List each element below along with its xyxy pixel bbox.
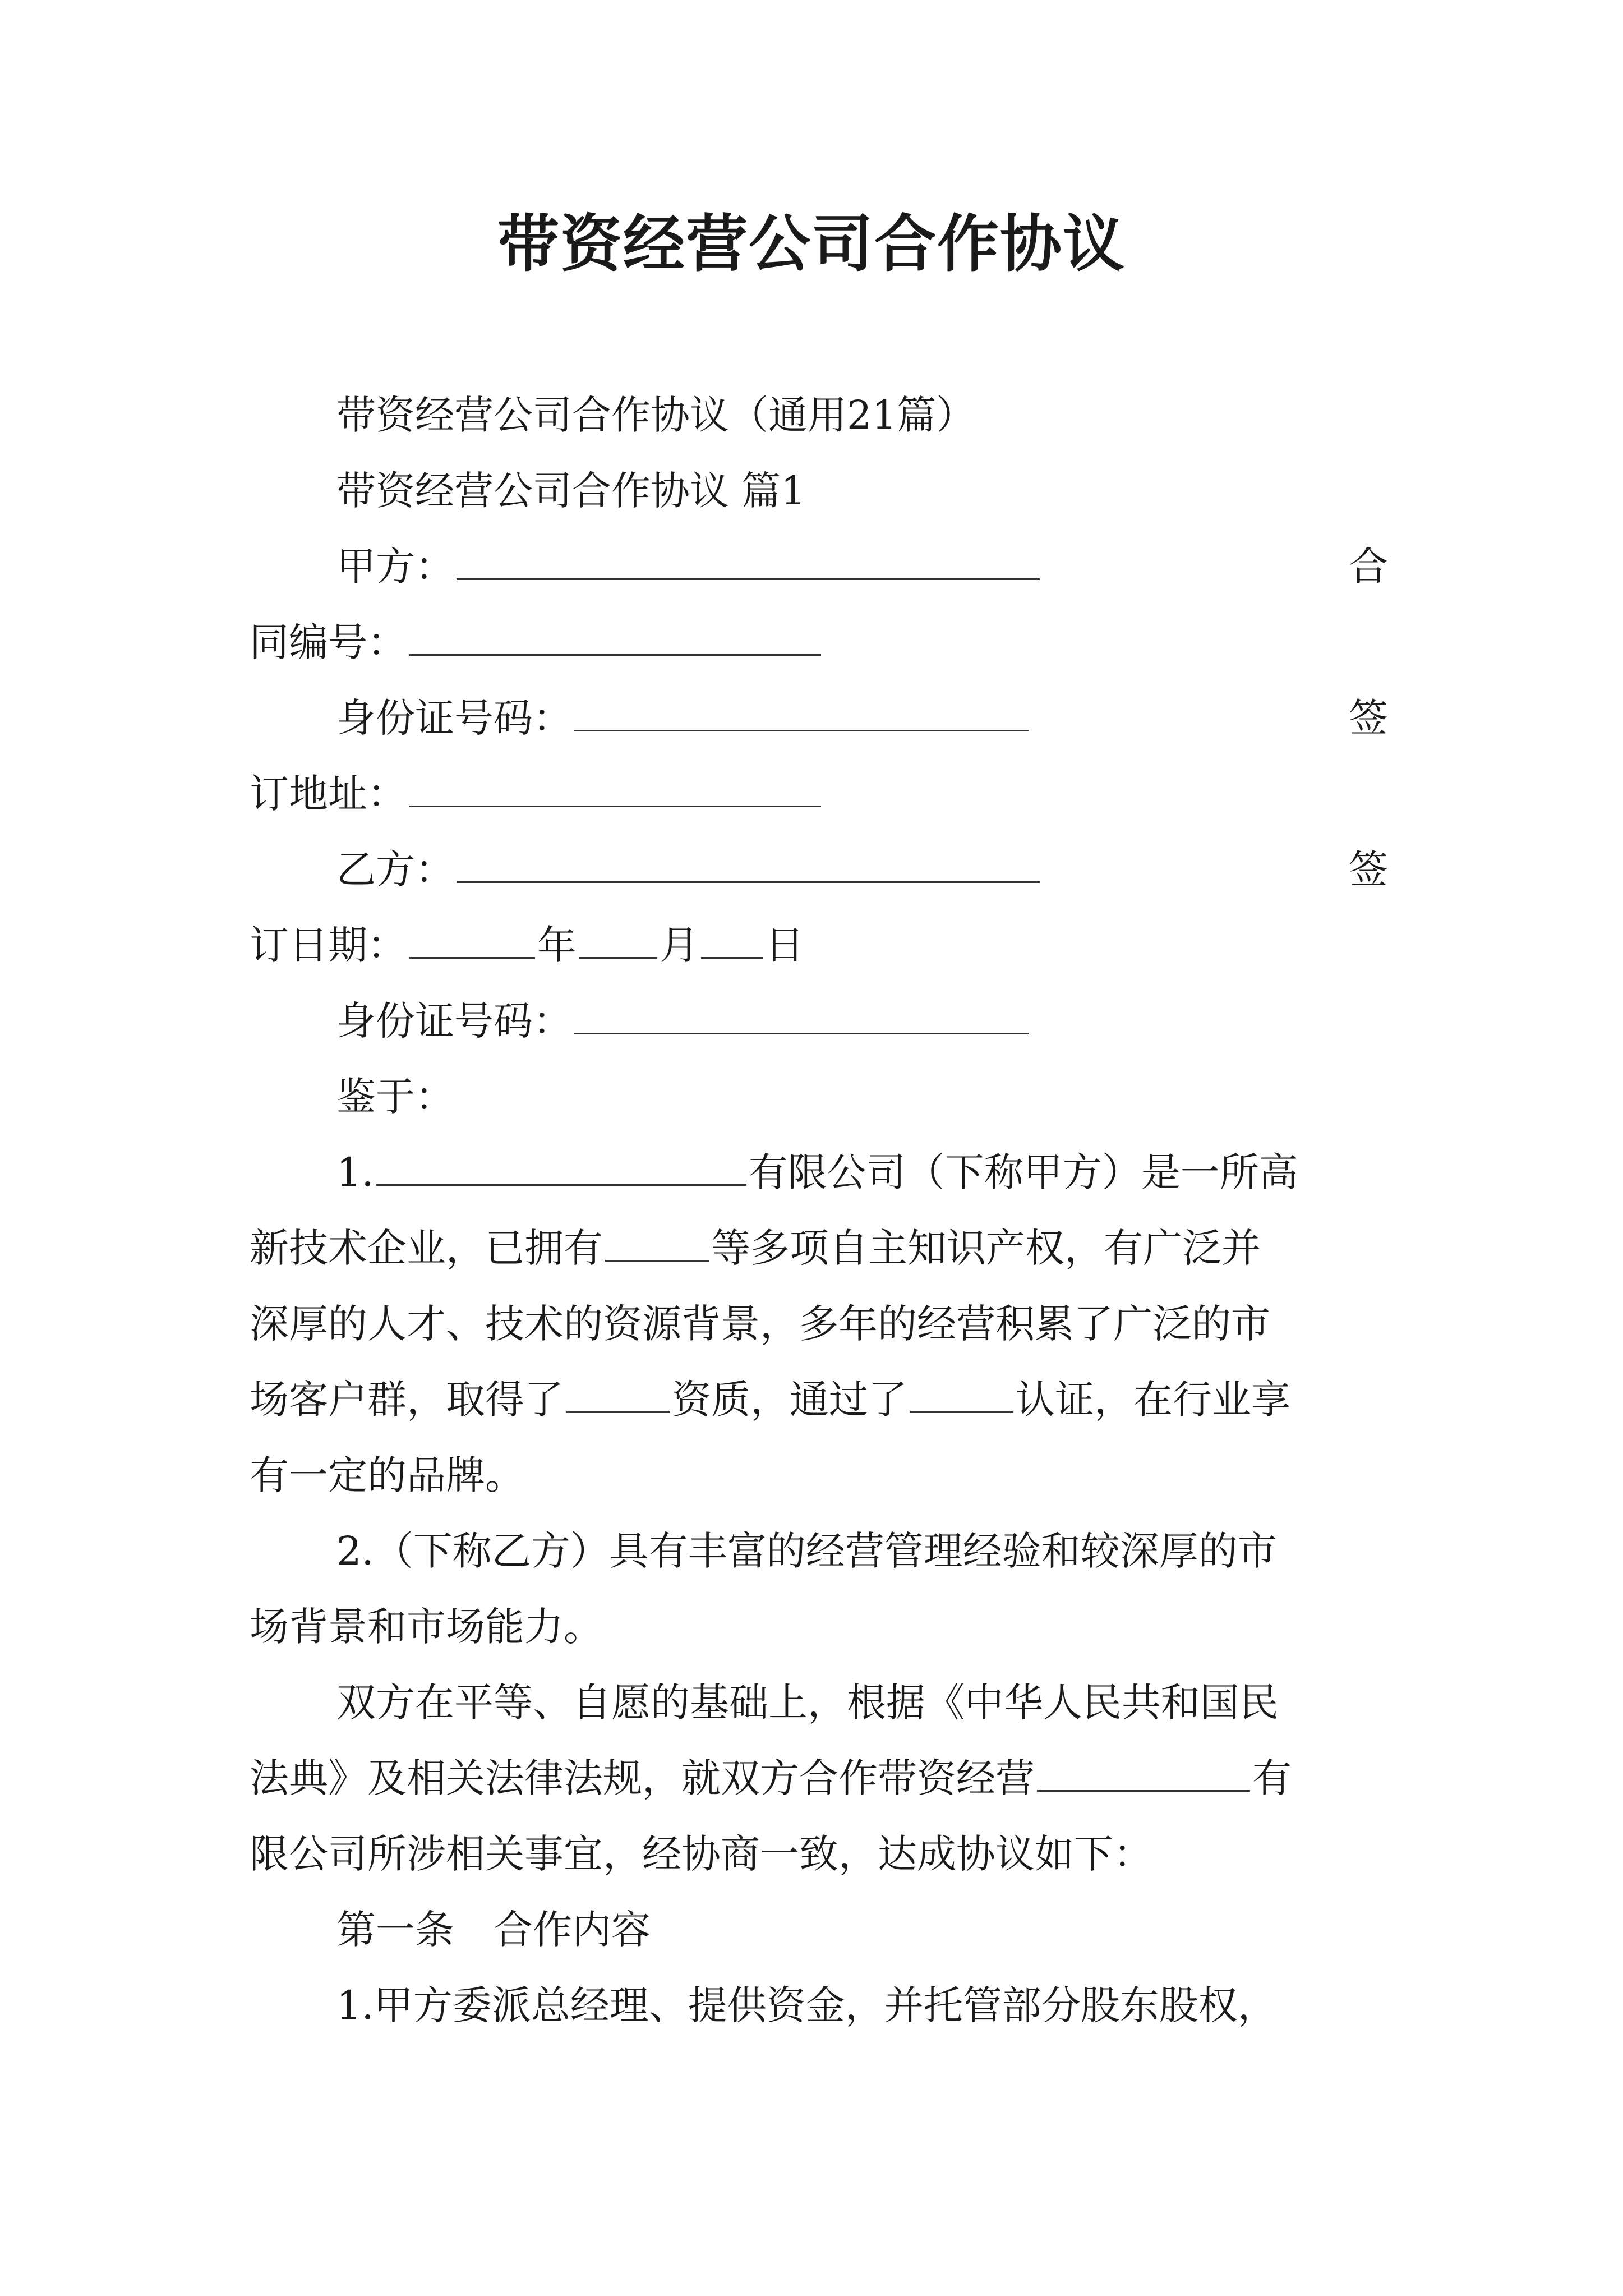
sign-addr-line [250, 766, 823, 822]
sign-addr-label: 订地址： [250, 771, 407, 817]
article1-para1: 1.甲方委派总经理、提供资金，并托管部分股东股权， [336, 1982, 1277, 2028]
day-label: 日 [765, 922, 804, 968]
certification-blank[interactable] [910, 1375, 1013, 1413]
contract-no-line [250, 614, 823, 670]
para2-line2: 场背景和市场能力。 [250, 1604, 603, 1650]
id-line-a [336, 690, 1031, 746]
para1-line4-b: 资质，通过了 [672, 1377, 907, 1423]
document-title: 带资经营公司合作协议 [497, 208, 1126, 280]
company-name-blank[interactable] [376, 1148, 746, 1186]
sign-addr-blank[interactable] [409, 770, 821, 807]
party-b-label: 乙方： [336, 846, 454, 892]
section-heading: 带资经营公司合作协议 篇1 [336, 468, 806, 514]
id-label-b: 身份证号码： [336, 998, 572, 1044]
para3-line2-b: 有 [1252, 1755, 1292, 1801]
para1-line5: 有一定的品牌。 [250, 1452, 524, 1498]
month-blank[interactable] [579, 921, 657, 959]
party-b-line [336, 841, 1042, 898]
sign-date-part1: 签 [1349, 846, 1388, 892]
id-blank-a[interactable] [574, 694, 1029, 731]
para3-line3: 限公司所涉相关事宜，经协商一致，达成协议如下： [250, 1831, 1152, 1877]
id-line-b [336, 993, 1031, 1049]
contract-no-label: 同编号： [250, 619, 407, 665]
sign-addr-part1: 签 [1349, 695, 1388, 741]
id-blank-b[interactable] [574, 997, 1029, 1034]
party-a-label: 甲方： [336, 544, 454, 590]
para1-line1-text: 有限公司（下称甲方）是一所高 [748, 1149, 1298, 1195]
year-label: 年 [537, 922, 577, 968]
sign-date-label: 订日期： [250, 922, 407, 968]
para2-line1: 2.（下称乙方）具有丰富的经营管理经验和较深厚的市 [336, 1528, 1277, 1574]
id-label-a: 身份证号码： [336, 695, 572, 741]
contract-no-blank[interactable] [409, 618, 821, 656]
day-blank[interactable] [701, 921, 763, 959]
year-blank[interactable] [409, 921, 535, 959]
document-subtitle: 带资经营公司合作协议（通用21篇） [336, 392, 976, 438]
managed-company-blank[interactable] [1037, 1754, 1250, 1792]
contract-no-part1: 合 [1349, 544, 1388, 590]
month-label: 月 [660, 922, 699, 968]
article1-heading: 第一条 合作内容 [336, 1907, 651, 1953]
ip-blank[interactable] [605, 1224, 709, 1262]
para1-line2 [250, 1220, 1261, 1276]
para3-line2-a: 法典》及相关法律法规，就双方合作带资经营 [250, 1755, 1035, 1801]
party-b-blank[interactable] [457, 845, 1040, 883]
para1-line4 [250, 1372, 1290, 1428]
para1-line2-a: 新技术企业，已拥有 [250, 1225, 603, 1271]
para1-line3: 深厚的人才、技术的资源背景，多年的经营积累了广泛的市 [250, 1301, 1270, 1347]
para1-line4-a: 场客户群，取得了 [250, 1377, 564, 1423]
para1-line2-b: 等多项自主知识产权，有广泛并 [711, 1225, 1261, 1271]
party-a-line [336, 539, 1042, 595]
para3-line2 [250, 1750, 1292, 1806]
party-a-blank[interactable] [457, 542, 1040, 580]
para1-number: 1. [336, 1149, 374, 1195]
para3-line1: 双方在平等、自愿的基础上，根据《中华人民共和国民 [336, 1680, 1279, 1726]
para1-line1 [336, 1144, 1298, 1200]
para1-line4-c: 认证，在行业享 [1016, 1377, 1290, 1423]
sign-date-line [250, 917, 804, 973]
qualification-blank[interactable] [566, 1375, 670, 1413]
whereas-label: 鉴于： [336, 1074, 454, 1120]
